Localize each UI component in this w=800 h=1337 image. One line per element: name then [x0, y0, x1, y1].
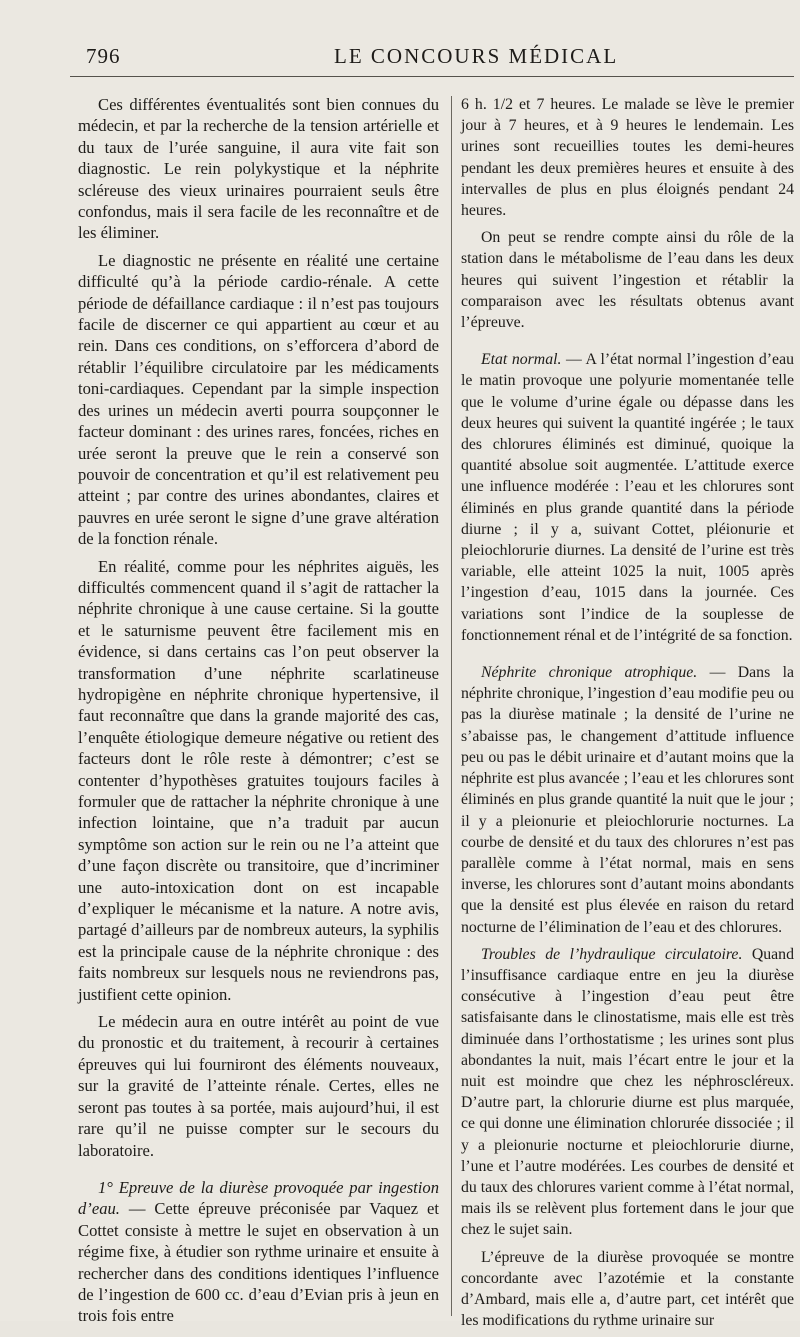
- paragraph-epreuve: [78, 1177, 439, 1327]
- section-heading: Troubles de l’hydraulique circulatoire.: [481, 945, 743, 963]
- paragraph: 6 h. 1/2 et 7 heures. Le malade se lève le premier jour à 7 heures, et à 9 heures le lendemain. Les urines sont recueillies toutes les demi-heures pendant les deux premières heures et ensuite à des intervalles de plus en plus éloignés pendant 24 heures.: [461, 96, 794, 220]
- page-number: 796: [86, 44, 121, 68]
- section-heading: 1° Epreuve de la diurèse provoquée par ingestion d’eau.: [78, 1177, 439, 1219]
- paragraph: L’épreuve de la diurèse provoquée se montre concordante avec l’azotémie et la constante d’Ambard, mais elle a, d’autre part, cet intérêt que les modifications du rythme urinaire sur: [461, 1248, 794, 1330]
- paragraph: En réalité, comme pour les néphrites aiguës, les difficultés commencent quand il s’agit de rattacher la néphrite chronique à une cause certaine. Si la goutte et le saturnisme peuvent être facilement mis en évidence, si dans certains cas l’on peut observer la transformation d’une néphrite scarlatineuse hydropigène en néphrite chronique hypertensive, il faut reconnaître que dans la grande majorité des cas, l’enquête étiologique demeure négative ou retient des facteurs dont le rôle reste à démontrer; c’est se contenter d’hypothèses gratuites toujours faciles à formuler que de rattacher la néphrite chronique à une infection lointaine, que n’a traduit par aucun symptôme son action sur le rein ou ne l’a atteint que d’une façon discrète ou transitoire, que d’incriminer une auto-intoxication dont on est incapable d’expliquer le mécanisme et la nature. A notre avis, partagé d’ailleurs par de nombreux auteurs, la syphilis est la principale cause de la néphrite chronique : des faits nombreux sur lesquels nous ne reviendrons pas, justifient cette opinion.: [78, 556, 439, 1004]
- paragraph-etat-normal: [461, 349, 794, 646]
- column-divider: [451, 96, 452, 1316]
- paragraph-text: — Cette épreuve préconisée par Vaquez et Cottet consiste à mettre le sujet en observation à un régime fixe, à étudier son rythme urinaire et ensuite à rechercher dans des conditions identiques l’influence de l’ingestion de 600 cc. d’eau d’Evian pris à jeun en trois fois entre: [78, 1199, 439, 1326]
- section-heading: Néphrite chronique atrophique.: [481, 664, 698, 682]
- paragraph: On peut se rendre compte ainsi du rôle de la station dans le métabolisme de l’eau dans les deux heures qui suivent l’ingestion et rétablir la comparaison avec les résultats obtenus avant l’épreuve.: [461, 229, 794, 332]
- page-header: [86, 44, 780, 74]
- header-rule: [70, 76, 794, 77]
- paragraph-troubles: [461, 944, 794, 1241]
- running-title: LE CONCOURS MÉDICAL: [334, 44, 619, 68]
- paragraph-nephrite: [461, 662, 794, 938]
- paragraph: Le diagnostic ne présente en réalité une certaine difficulté qu’à la période cardio-rénale. A cette période de défaillance cardiaque : il n’est pas toujours facile de discerner ce qui appartient au cœur et au rein. Dans ces conditions, on s’efforcera d’abord de rétablir l’équilibre circulatoire par les médicaments toni-cardiaques. Cependant par la simple inspection des urines un médecin averti pourra soupçonner le facteur dominant : des urines rares, foncées, riches en urée seront la preuve que le rein a conservé son pouvoir de concentration et qu’il est relativement peu atteint ; par contre des urines abondantes, claires et pauvres en urée seront le signe d’une grave altération de la fonction rénale.: [78, 250, 439, 549]
- paragraph-text: — A l’état normal l’ingestion d’eau le matin provoque une polyurie momentanée telle que le volume d’urine égale ou dépasse dans les deux heures qui suivent la quantité ingérée ; le taux des chlorures éliminés est diminué, quoique la quantité absolue soit augmentée. L’attitude exerce une influence modérée : l’eau et les chlorures sont éliminés en plus grande quantité dans la période diurne ; il y a, suivant Cottet, pléionurie et pleiochlorurie diurnes. La densité de l’urine est très variable, elle atteint 1025 la nuit, 1005 après l’ingestion d’eau, 1015 dans la journée. Ces variations sont l’indice de la souplesse de fonctionnement rénal et de l’intégrité de sa fonction.: [461, 351, 794, 644]
- left-column: [78, 94, 439, 1333]
- paragraph: Ces différentes éventualités sont bien connues du médecin, et par la recherche de la tension artérielle et du taux de l’urée sanguine, il aura vite fait son diagnostic. Le rein polykystique et la néphrite scléreuse des vieux urinaires pourraient seuls être confondus, mais il sera facile de les reconnaître et de les éliminer.: [78, 95, 439, 243]
- section-heading: Etat normal.: [481, 351, 562, 369]
- paragraph-text: — Dans la néphrite chronique, l’ingestion d’eau modifie peu ou pas la diurèse matinale ; la densité de l’urine ne s’abaisse pas, le changement d’attitude influence peu ou pas le débit urinaire et d’autant moins que la néphrite est plus avancée ; l’eau et les chlorures sont éliminés en plus grande quantité la nuit que le jour ; il y a pleionurie et pleiochlorurie nocturnes. La courbe de densité et du taux des chlorures n’est pas parallèle comme à l’état normal, mais en sens inverse, les chlorures sont d’autant moins abondants que la densité est plus élevée en raison du retard nocturne de l’élimination de l’eau et des chlorures.: [461, 664, 794, 936]
- paragraph-text: Quand l’insuffisance cardiaque entre en jeu la diurèse consécutive à l’ingestion d’eau peut être satisfaisante dans le clinostatisme, mais elle est très diminuée dans l’orthostatisme ; les urines sont plus abondantes la nuit, mais l’écart entre le jour et la nuit est moindre que chez les néphroscléreux. D’autre part, la chlorurie diurne est plus marquée, ce qui donne une élimination chlorurée dissociée ; il y a pleionurie nocturne et pleiochlorurie diurne, l’une et l’autre modérées. Les courbes de densité et du taux des chlorures varient comme à l’état normal, mais ils se relèvent plus fortement dans le jour que chez le sujet sain.: [461, 945, 794, 1239]
- paragraph: Le médecin aura en outre intérêt au point de vue du pronostic et du traitement, à recourir à certaines épreuves qui lui fourniront des éléments nouveaux, sur la gravité de l’atteinte rénale. Certes, elles ne seront pas toutes à sa portée, mais aujourd’hui, il est rare qu’il ne puisse compter sur le secours du laboratoire.: [78, 1012, 439, 1160]
- right-column: [461, 94, 794, 1337]
